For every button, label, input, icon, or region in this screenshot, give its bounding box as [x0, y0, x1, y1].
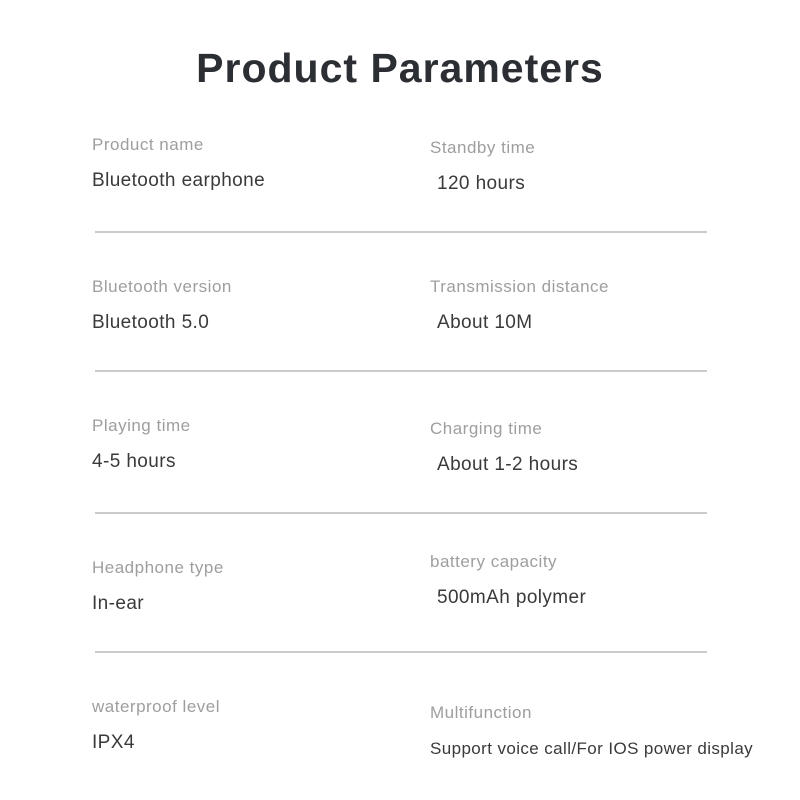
page-title: Product Parameters [196, 45, 604, 91]
spec-section-5 [0, 653, 800, 796]
param-label-bluetooth-version: Bluetooth version [92, 277, 232, 297]
param-value-headphone-type: In-ear [92, 593, 145, 615]
spec-cell-battery-capacity [430, 552, 800, 609]
param-value-waterproof-level: IPX4 [92, 732, 135, 754]
spec-section-1 [0, 91, 800, 231]
spec-cell-playing-time [0, 416, 430, 473]
param-value-transmission-distance: About 10M [437, 312, 533, 334]
param-label-multifunction: Multifunction [430, 703, 532, 723]
spec-section-3 [0, 372, 800, 512]
spec-cell-multifunction [430, 697, 800, 760]
param-value-bluetooth-version: Bluetooth 5.0 [92, 312, 210, 334]
param-value-charging-time: About 1-2 hours [437, 454, 579, 476]
param-value-product-name: Bluetooth earphone [92, 170, 266, 192]
param-label-standby-time: Standby time [430, 138, 536, 158]
param-label-charging-time: Charging time [430, 419, 543, 439]
param-label-product-name: Product name [92, 135, 204, 155]
param-value-battery-capacity: 500mAh polymer [437, 587, 587, 609]
param-label-battery-capacity: battery capacity [430, 552, 558, 572]
param-label-transmission-distance: Transmission distance [430, 277, 609, 297]
param-label-headphone-type: Headphone type [92, 558, 224, 578]
param-value-standby-time: 120 hours [437, 173, 526, 195]
param-value-playing-time: 4-5 hours [92, 451, 176, 473]
spec-cell-bluetooth-version [0, 277, 430, 334]
param-label-playing-time: Playing time [92, 416, 191, 436]
spec-cell-waterproof-level [0, 697, 430, 754]
spec-section-4 [0, 514, 800, 651]
spec-cell-headphone-type [0, 558, 430, 615]
spec-section-2 [0, 233, 800, 370]
spec-cell-product-name [0, 135, 430, 192]
param-value-multifunction: Support voice call/For IOS power display [430, 739, 754, 759]
spec-cell-standby-time [430, 135, 800, 195]
spec-cell-charging-time [430, 416, 800, 476]
spec-cell-transmission-distance [430, 277, 800, 334]
param-label-waterproof-level: waterproof level [92, 697, 221, 717]
